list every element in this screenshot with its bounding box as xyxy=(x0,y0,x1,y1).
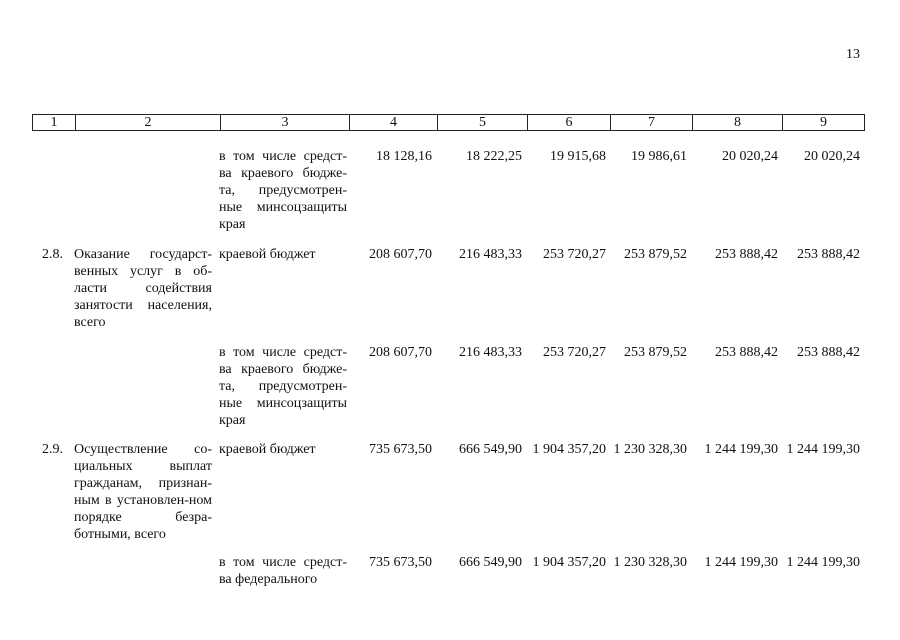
value-col-9: 1 244 199,30 xyxy=(786,442,860,457)
header-col-1: 1 xyxy=(33,115,76,131)
header-col-6: 6 xyxy=(528,115,611,131)
header-col-4: 4 xyxy=(350,115,438,131)
value-col-6: 253 720,27 xyxy=(543,247,606,262)
value-col-9: 253 888,42 xyxy=(797,345,860,360)
value-col-4: 208 607,70 xyxy=(369,247,432,262)
value-col-8: 1 244 199,30 xyxy=(704,555,778,570)
value-col-9: 1 244 199,30 xyxy=(786,555,860,570)
value-col-5: 216 483,33 xyxy=(459,345,522,360)
funding-source: в том числе средст-ва краевого бюдже-та, предусмотрен-ные минсоцзащиты края xyxy=(219,149,347,232)
header-col-5: 5 xyxy=(438,115,528,131)
header-col-8: 8 xyxy=(693,115,783,131)
funding-source: краевой бюджет xyxy=(219,442,316,457)
value-col-6: 19 915,68 xyxy=(550,149,606,164)
value-col-7: 1 230 328,30 xyxy=(613,442,687,457)
item-name: Осуществление со-циальных выплат гражданам, признан-ным в установлен-ном порядке безра-ботными, всего xyxy=(74,442,212,542)
value-col-4: 18 128,16 xyxy=(376,149,432,164)
item-number: 2.8. xyxy=(42,247,63,262)
header-col-9: 9 xyxy=(783,115,865,131)
value-col-4: 735 673,50 xyxy=(369,555,432,570)
value-col-4: 735 673,50 xyxy=(369,442,432,457)
header-col-3: 3 xyxy=(221,115,350,131)
value-col-4: 208 607,70 xyxy=(369,345,432,360)
value-col-8: 253 888,42 xyxy=(715,345,778,360)
value-col-8: 20 020,24 xyxy=(722,149,778,164)
value-col-7: 19 986,61 xyxy=(631,149,687,164)
item-name: Оказание государст-венных услуг в об-ласти содействия занятости населения, всего xyxy=(74,247,212,330)
header-col-7: 7 xyxy=(611,115,693,131)
value-col-7: 253 879,52 xyxy=(624,345,687,360)
value-col-5: 666 549,90 xyxy=(459,442,522,457)
value-col-6: 1 904 357,20 xyxy=(532,442,606,457)
value-col-6: 1 904 357,20 xyxy=(532,555,606,570)
value-col-7: 1 230 328,30 xyxy=(613,555,687,570)
value-col-5: 18 222,25 xyxy=(466,149,522,164)
value-col-9: 20 020,24 xyxy=(804,149,860,164)
value-col-5: 666 549,90 xyxy=(459,555,522,570)
value-col-8: 1 244 199,30 xyxy=(704,442,778,457)
value-col-8: 253 888,42 xyxy=(715,247,778,262)
header-col-2: 2 xyxy=(76,115,221,131)
page-number: 13 xyxy=(846,47,860,62)
item-number: 2.9. xyxy=(42,442,63,457)
value-col-7: 253 879,52 xyxy=(624,247,687,262)
funding-source: в том числе средст-ва федерального xyxy=(219,555,347,587)
funding-source: в том числе средст-ва краевого бюдже-та, предусмотрен-ные минсоцзащиты края xyxy=(219,345,347,428)
funding-source: краевой бюджет xyxy=(219,247,316,262)
value-col-9: 253 888,42 xyxy=(797,247,860,262)
value-col-6: 253 720,27 xyxy=(543,345,606,360)
column-number-header xyxy=(32,114,865,131)
value-col-5: 216 483,33 xyxy=(459,247,522,262)
